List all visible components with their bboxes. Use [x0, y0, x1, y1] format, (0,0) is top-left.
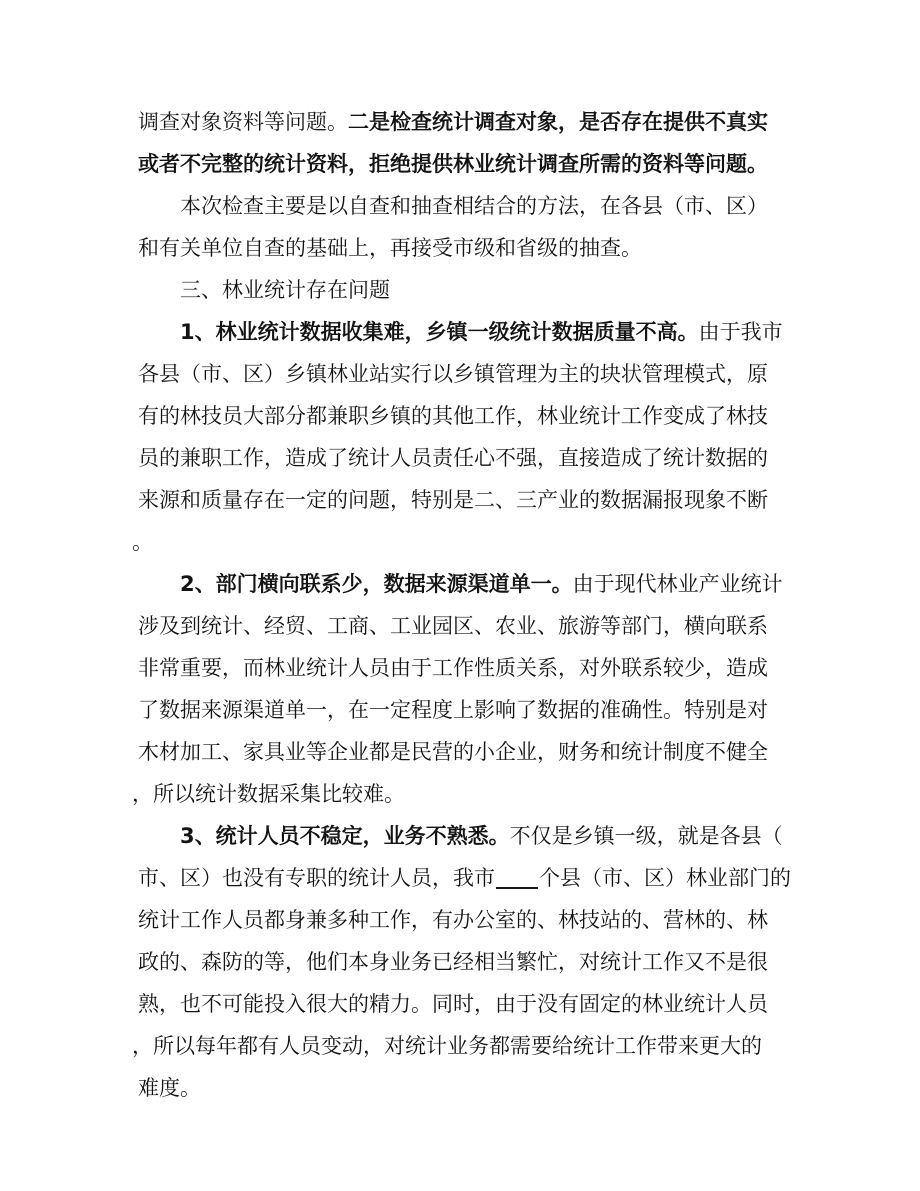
bold-text-run: 1、林业统计数据收集难，乡镇一级统计数据质量不高。 — [180, 320, 699, 344]
text-run: 和有关单位自查的基础上，再接受市级和省级的抽查。 — [138, 236, 642, 260]
text-line — [138, 860, 798, 896]
text-line — [138, 1070, 798, 1106]
text-run: 各县（市、区）乡镇林业站实行以乡镇管理为主的块状管理模式，原 — [138, 362, 768, 386]
section-heading — [180, 272, 840, 308]
bold-text-run: 3、统计人员不稳定，业务不熟悉。 — [180, 824, 510, 848]
text-line — [138, 482, 798, 518]
text-line — [138, 398, 798, 434]
text-line — [138, 356, 798, 392]
bold-text-run: 二是检查统计调查对象，是否存在提供不真实 — [348, 110, 768, 134]
text-run: 由于现代林业产业统计 — [572, 572, 783, 596]
text-run: 了数据来源渠道单一，在一定程度上影响了数据的准确性。特别是对 — [138, 698, 768, 722]
paragraph-start-line — [180, 818, 840, 854]
text-run: 木材加工、家具业等企业都是民营的小企业，财务和统计制度不健全 — [138, 740, 768, 764]
bold-text-run: 或者不完整的统计资料，拒绝提供林业统计调查所需的资料等问题。 — [138, 152, 768, 176]
text-line — [138, 902, 798, 938]
heading-text: 三、林业统计存在问题 — [180, 278, 390, 302]
text-line — [132, 524, 792, 560]
text-line — [138, 146, 798, 182]
text-run: 不仅是乡镇一级，就是各县（ — [509, 824, 783, 848]
text-line — [138, 650, 798, 686]
text-run: 非常重要，而林业统计人员由于工作性质关系，对外联系较少，造成 — [138, 656, 768, 680]
text-run: 统计工作人员都身兼多种工作，有办公室的、林技站的、营林的、林 — [138, 908, 768, 932]
text-run: 本次检查主要是以自查和抽查相结合的方法，在各县（市、区） — [180, 194, 768, 218]
text-line — [138, 734, 798, 770]
text-run: 调查对象资料等问题。 — [138, 110, 348, 134]
text-run: 涉及到统计、经贸、工商、工业园区、农业、旅游等部门，横向联系 — [138, 614, 768, 638]
blank-fill-line — [496, 887, 538, 889]
text-line — [138, 944, 798, 980]
text-line — [138, 104, 798, 140]
text-run: 。 — [132, 530, 153, 554]
text-line — [138, 230, 798, 266]
text-run: 有的林技员大部分都兼职乡镇的其他工作，林业统计工作变成了林技 — [138, 404, 768, 428]
paragraph-start-line — [180, 188, 840, 224]
text-line — [138, 692, 798, 728]
paragraph-start-line — [180, 314, 840, 350]
text-run: 个县（市、区）林业部门的 — [539, 866, 791, 890]
text-line — [132, 776, 792, 812]
bold-text-run: 2、部门横向联系少，数据来源渠道单一。 — [180, 572, 573, 596]
text-run: 熟，也不可能投入很大的精力。同时，由于没有固定的林业统计人员 — [138, 992, 768, 1016]
text-run: 员的兼职工作，造成了统计人员责任心不强，直接造成了统计数据的 — [138, 446, 768, 470]
text-line — [138, 440, 798, 476]
text-line — [132, 1028, 792, 1064]
paragraph-start-line — [180, 566, 840, 602]
text-line — [138, 986, 798, 1022]
text-run: 由于我市 — [698, 320, 783, 344]
text-line — [138, 608, 798, 644]
text-run: ，所以统计数据采集比较难。 — [132, 782, 405, 806]
text-run: ，所以每年都有人员变动，对统计业务都需要给统计工作带来更大的 — [132, 1034, 762, 1058]
text-run: 来源和质量存在一定的问题，特别是二、三产业的数据漏报现象不断 — [138, 488, 768, 512]
text-run: 政的、森防的等，他们本身业务已经相当繁忙，对统计工作又不是很 — [138, 950, 768, 974]
text-run: 难度。 — [138, 1076, 201, 1100]
text-run: 市、区）也没有专职的统计人员，我市 — [138, 866, 495, 890]
